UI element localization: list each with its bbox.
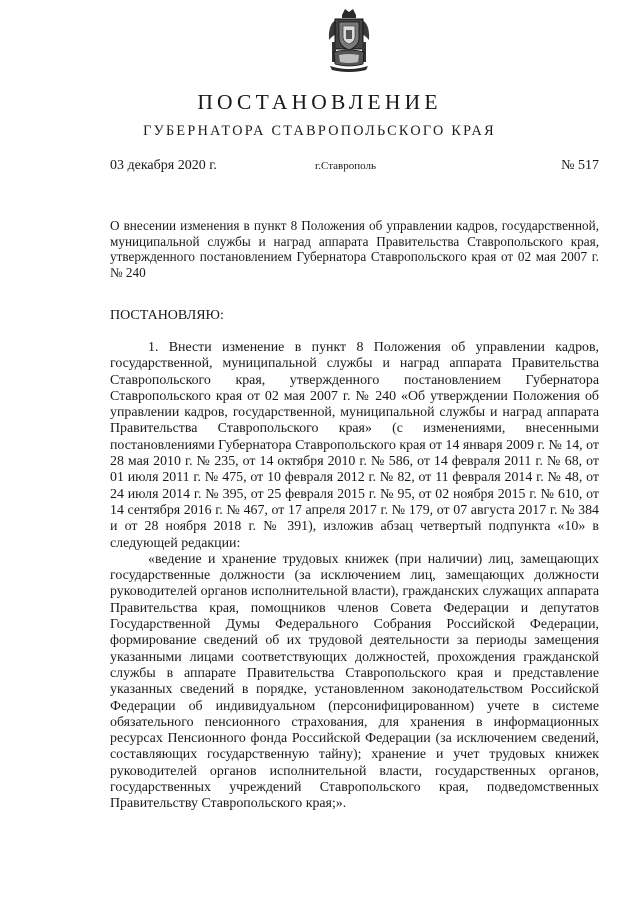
document-city: г.Ставрополь <box>315 160 376 172</box>
document-number: № 517 <box>561 158 599 173</box>
document-date: 03 декабря 2020 г. <box>110 158 217 173</box>
resolve-heading: ПОСТАНОВЛЯЮ: <box>110 308 224 323</box>
body-paragraph-2: «ведение и хранение трудовых книжек (при наличии) лиц, замещающих государственные должности (за исключением лиц, замещающих должности руководителей органов исполнительной власти), гражданских служащих аппарата Правительства края, помощников членов Совета Федерации и депутатов Государственной Думы Федерального Собрания Российской Федерации, формирование сведений об их трудовой деятельности за периоды замещения указанными лицами соответствующих должностей, прохождения гражданской службы в аппарате Правительства Ставропольского края и представление указанных сведений в порядке, установленном законодательством Российской Федерации об индивидуальном (персонифицированном) учете в системе обязательного пенсионного страхования, для хранения в информационных ресурсах Пенсионного фонда Российской Федерации (за исключением сведений, составляющих государственную тайну); хранение и учет трудовых книжек руководителей органов исполнительной власти, государственных органов, государственных учреждений Ставропольского края, подведомственных Правительству Ставропольского края;». <box>110 551 599 812</box>
coat-of-arms-emblem <box>326 6 372 74</box>
body-paragraph-1: 1. Внести изменение в пункт 8 Положения об управлении кадров, государственной, муниципальной службы и наград аппарата Правительства Ставропольского края, утвержденного постановлением Губернатора Ставропольского края от 02 мая 2007 г. № 240 «Об утверждении Положения об управлении кадров, государственной, муниципальной службы и наград аппарата Правительства Ставропольского края» (с изменениями, внесенными постановлениями Губернатора Ставропольского края от 14 января 2009 г. № 14, от 28 мая 2010 г. № 235, от 14 октября 2010 г. № 586, от 14 февраля 2011 г. № 68, от 01 июля 2011 г. № 475, от 10 февраля 2012 г. № 82, от 11 февраля 2014 г. № 48, от 24 июля 2014 г. № 395, от 25 февраля 2015 г. № 95, от 02 ноября 2015 г. № 610, от 14 сентября 2016 г. № 467, от 17 апреля 2017 г. № 179, от 07 августа 2017 г. № 384 и от 28 ноября 2018 г. № 391), изложив абзац четвертый подпункта «10» в следующей редакции: <box>110 340 599 551</box>
document-body <box>110 340 599 813</box>
document-issuer: ГУБЕРНАТОРА СТАВРОПОЛЬСКОГО КРАЯ <box>143 123 496 139</box>
document-title: ПОСТАНОВЛЕНИЕ <box>197 90 442 114</box>
document-subject: О внесении изменения в пункт 8 Положения об управлении кадров, государственной, муниципальной службы и наград аппарата Правительства Ставропольского края, утвержденного постановлением Губернатора Ставропольского края от 02 мая 2007 г. № 240 <box>110 218 599 280</box>
